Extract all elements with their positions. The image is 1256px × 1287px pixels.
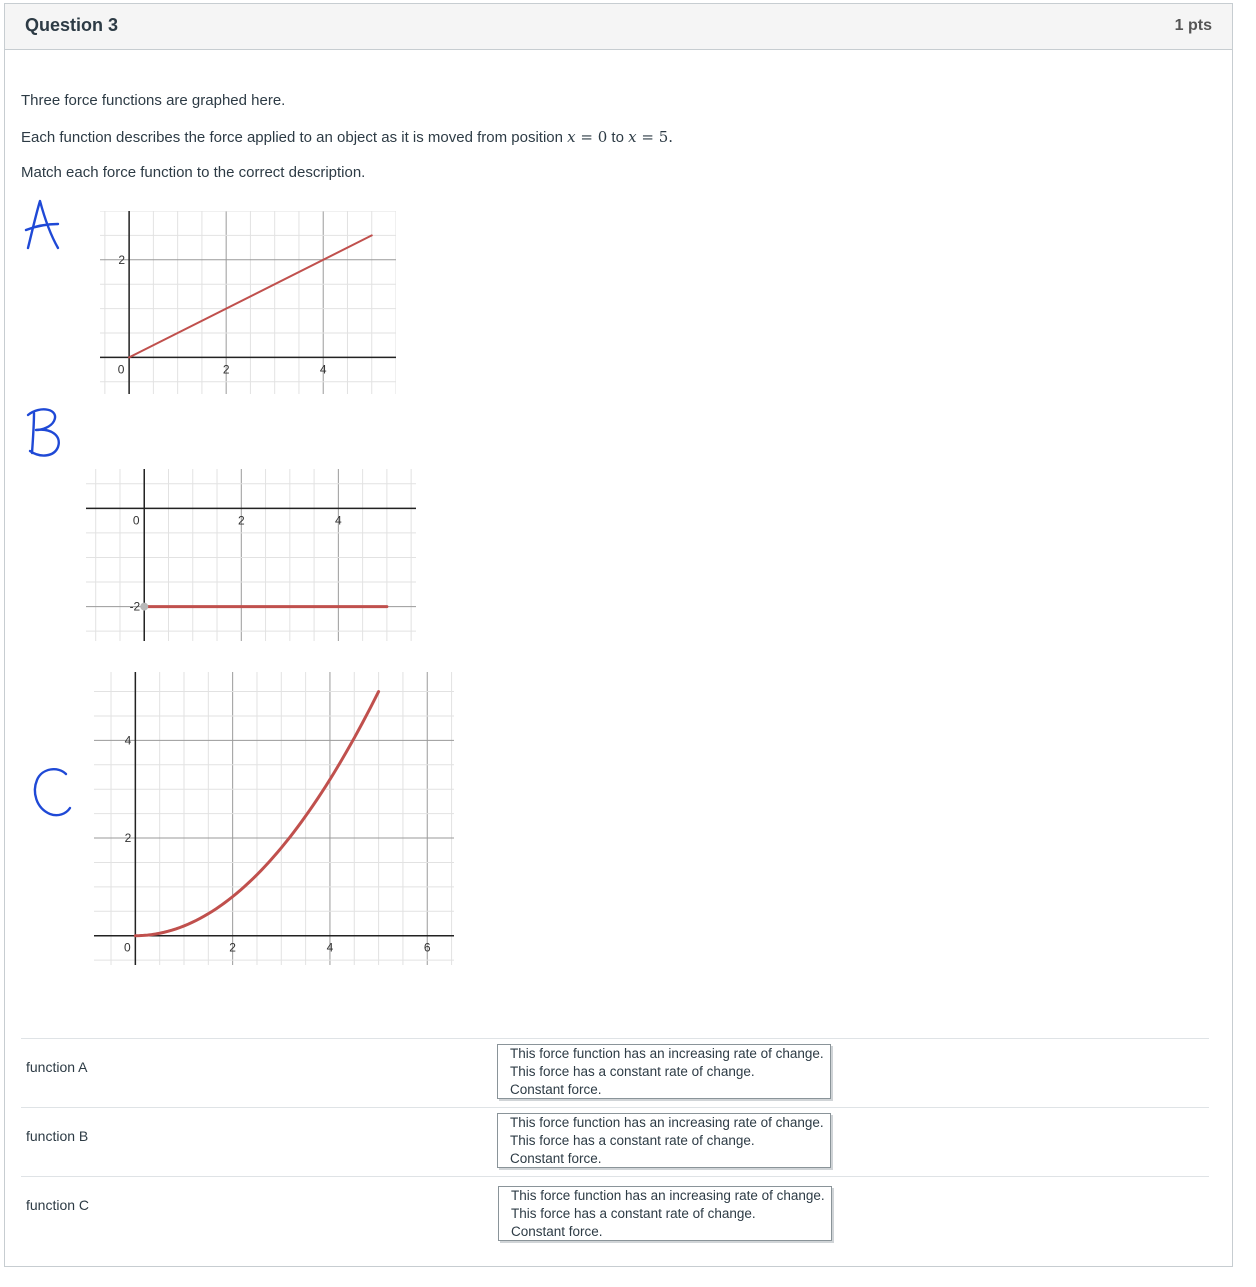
select-option[interactable]: This force has a constant rate of change. [510, 1064, 755, 1079]
match-row-a [21, 1038, 1209, 1107]
select-option[interactable]: Constant force. [510, 1151, 602, 1166]
prompt-line-1: Three force functions are graphed here. [21, 92, 286, 109]
x-tick-label: 4 [319, 362, 327, 377]
handwritten-label-b [24, 403, 66, 461]
question-points: 1 pts [1174, 17, 1212, 34]
answer-select-b[interactable] [497, 1113, 831, 1168]
math-x-start [567, 128, 607, 146]
prompt-line-2-text: Each function describes the force applied to an object as it is moved from position [21, 129, 568, 146]
x-tick-label: 0 [124, 940, 131, 955]
x-tick-label: 2 [229, 940, 236, 955]
x-tick-label: 0 [117, 362, 125, 377]
y-tick-label: -2 [129, 599, 141, 614]
x-tick-label: 2 [222, 362, 230, 377]
x-tick-label: 4 [326, 940, 334, 955]
graph-function-b [86, 469, 416, 641]
prompt-line-2-mid: to [607, 129, 629, 146]
x-tick-label: 4 [335, 513, 342, 528]
math-x-end-var: x [628, 128, 637, 146]
select-option[interactable]: This force has a constant rate of change. [511, 1206, 756, 1221]
x-tick-label: 2 [237, 513, 245, 528]
match-row-c [21, 1176, 1209, 1248]
match-label-c: function C [26, 1197, 90, 1213]
math-x-start-var: x [567, 128, 576, 146]
match-label-a: function A [26, 1059, 88, 1075]
select-option[interactable]: Constant force. [510, 1082, 602, 1097]
y-tick-label: 2 [118, 252, 126, 267]
y-tick-label: 2 [124, 831, 132, 846]
handwritten-label-c [28, 762, 76, 820]
question-header [5, 4, 1232, 50]
endpoint-marker [140, 603, 148, 611]
y-tick-label: 4 [124, 733, 132, 748]
x-tick-label: 6 [423, 940, 431, 955]
select-option[interactable]: This force has a constant rate of change. [510, 1133, 755, 1148]
math-x-start-eq: = 0 [575, 128, 608, 146]
select-option[interactable]: Constant force. [511, 1224, 603, 1239]
match-row-b [21, 1107, 1209, 1176]
math-x-end-eq: = 5. [636, 128, 674, 146]
graph-function-c [94, 672, 454, 965]
question-title: Question 3 [25, 15, 119, 35]
x-tick-label: 0 [132, 513, 140, 528]
handwritten-label-a [22, 196, 64, 254]
select-option[interactable]: This force function has an increasing rate of change. [511, 1188, 825, 1203]
select-option[interactable]: This force function has an increasing rate of change. [510, 1046, 824, 1061]
math-x-end [628, 128, 673, 146]
answer-select-a[interactable] [497, 1044, 831, 1099]
prompt-line-2 [21, 128, 673, 146]
answer-select-c[interactable] [498, 1186, 832, 1241]
match-label-b: function B [26, 1128, 89, 1144]
graph-function-a [100, 211, 396, 394]
select-option[interactable]: This force function has an increasing rate of change. [510, 1115, 824, 1130]
prompt-line-3: Match each force function to the correct description. [21, 164, 366, 181]
